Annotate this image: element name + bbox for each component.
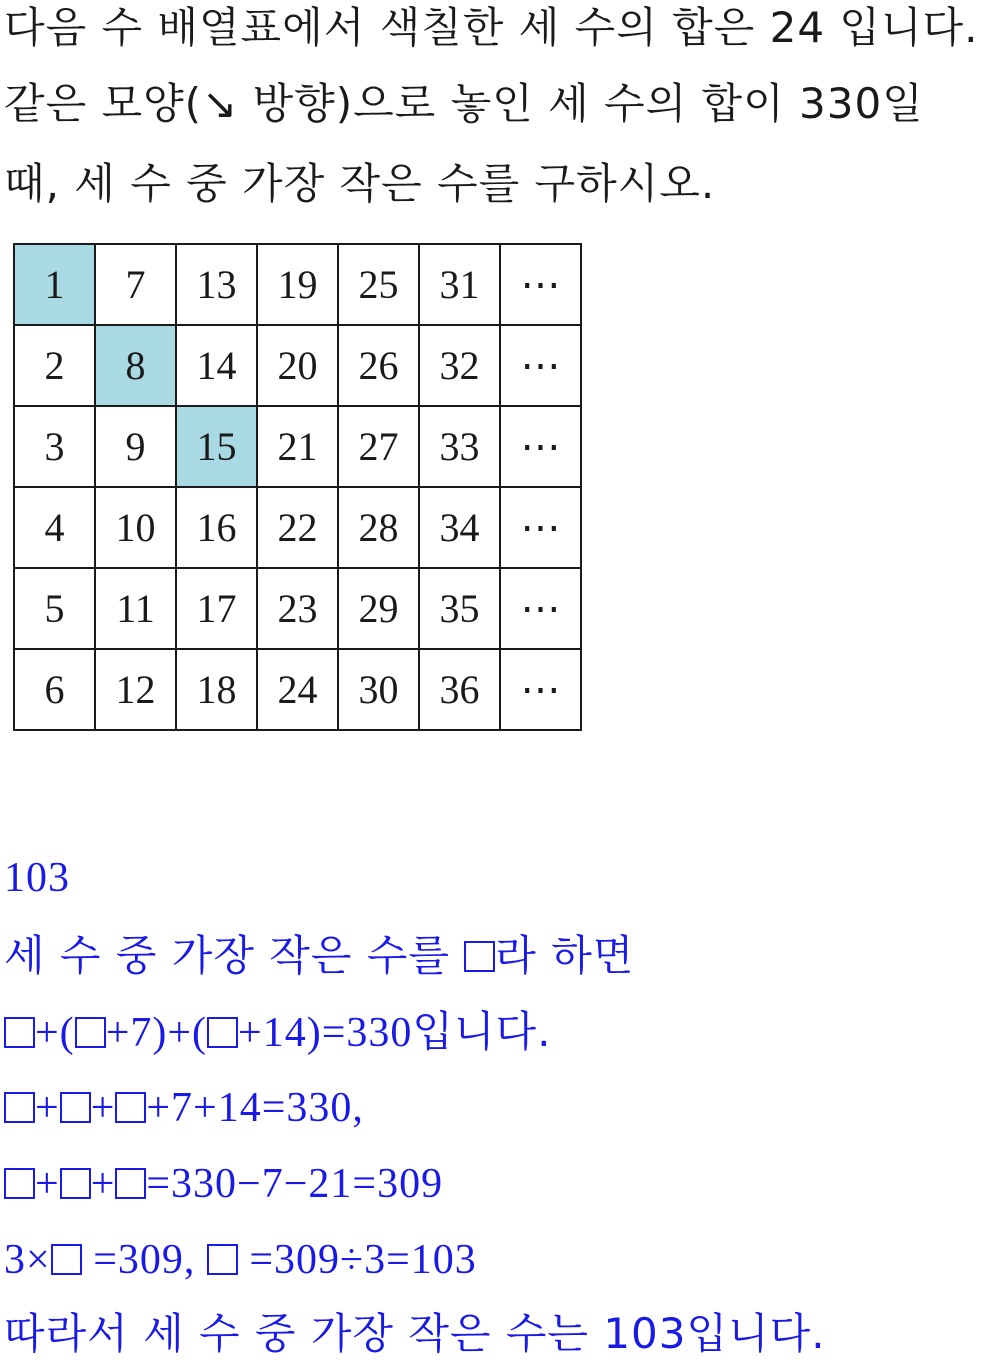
table-row [14, 649, 581, 730]
blank-square-icon [4, 1092, 35, 1123]
blank-square-icon [60, 1168, 91, 1199]
blank-square-icon [207, 1244, 238, 1275]
table-cell: ⋯ [500, 406, 581, 487]
question-line-1: 다음 수 배열표에서 색칠한 세 수의 합은 24 입니다. [4, 3, 979, 52]
table-cell: 14 [176, 325, 257, 406]
table-cell: 17 [176, 568, 257, 649]
blank-square-icon [75, 1017, 106, 1048]
table-row [14, 244, 581, 325]
answer-line-4: + + =330−7−21=309 [4, 1156, 443, 1212]
table-cell: ⋯ [500, 649, 581, 730]
table-row [14, 487, 581, 568]
table-cell: ⋯ [500, 487, 581, 568]
table-cell: 16 [176, 487, 257, 568]
answer-line-1 [4, 928, 634, 984]
blank-square-icon [115, 1168, 146, 1199]
table-row [14, 325, 581, 406]
table-cell: 23 [257, 568, 338, 649]
blank-square-icon [464, 941, 495, 972]
table-cell: 5 [14, 568, 95, 649]
table-cell: 7 [95, 244, 176, 325]
table-cell: 3 [14, 406, 95, 487]
blank-square-icon [60, 1092, 91, 1123]
table-cell: 30 [338, 649, 419, 730]
table-cell: 20 [257, 325, 338, 406]
answer-value: 103 [4, 855, 70, 901]
table-cell: 15 [176, 406, 257, 487]
answer-line-1-text-b: 라 하면 [495, 931, 635, 980]
table-row [14, 568, 581, 649]
table-cell: 18 [176, 649, 257, 730]
table-cell: 35 [419, 568, 500, 649]
table-cell: 9 [95, 406, 176, 487]
table-cell: 4 [14, 487, 95, 568]
answer-line-6: 따라서 세 수 중 가장 작은 수는 103입니다. [4, 1309, 826, 1358]
table-cell: 13 [176, 244, 257, 325]
table-cell: 29 [338, 568, 419, 649]
table-cell: 10 [95, 487, 176, 568]
table-cell: 34 [419, 487, 500, 568]
blank-square-icon [207, 1017, 238, 1048]
table-cell: 21 [257, 406, 338, 487]
table-cell: 32 [419, 325, 500, 406]
table-cell: 24 [257, 649, 338, 730]
blank-square-icon [51, 1244, 82, 1275]
table-cell: ⋯ [500, 244, 581, 325]
blank-square-icon [4, 1017, 35, 1048]
answer-line-2: +( +7)+( +14)=330입니다. [4, 1004, 551, 1061]
table-cell: 11 [95, 568, 176, 649]
table-cell: 36 [419, 649, 500, 730]
answer-line-3: + + +7+14=330, [4, 1080, 364, 1136]
table-cell: 31 [419, 244, 500, 325]
number-table [13, 243, 582, 731]
table-cell: 27 [338, 406, 419, 487]
table-cell: 26 [338, 325, 419, 406]
answer-line-5: 3× =309, =309÷3=103 [4, 1237, 477, 1283]
table-cell: 1 [14, 244, 95, 325]
question-line-2: 같은 모양(↘ 방향)으로 놓인 세 수의 합이 330일 [4, 79, 924, 128]
table-cell: 8 [95, 325, 176, 406]
table-cell: ⋯ [500, 325, 581, 406]
table-cell: 28 [338, 487, 419, 568]
table-cell: 33 [419, 406, 500, 487]
table-cell: 2 [14, 325, 95, 406]
table-cell: 25 [338, 244, 419, 325]
table-cell: ⋯ [500, 568, 581, 649]
blank-square-icon [4, 1168, 35, 1199]
table-cell: 6 [14, 649, 95, 730]
table-cell: 12 [95, 649, 176, 730]
table-cell: 22 [257, 487, 338, 568]
answer-line-1-text-a: 세 수 중 가장 작은 수를 [4, 931, 465, 980]
blank-square-icon [115, 1092, 146, 1123]
question-line-3: 때, 세 수 중 가장 작은 수를 구하시오. [4, 159, 716, 208]
table-row [14, 406, 581, 487]
table-cell: 19 [257, 244, 338, 325]
